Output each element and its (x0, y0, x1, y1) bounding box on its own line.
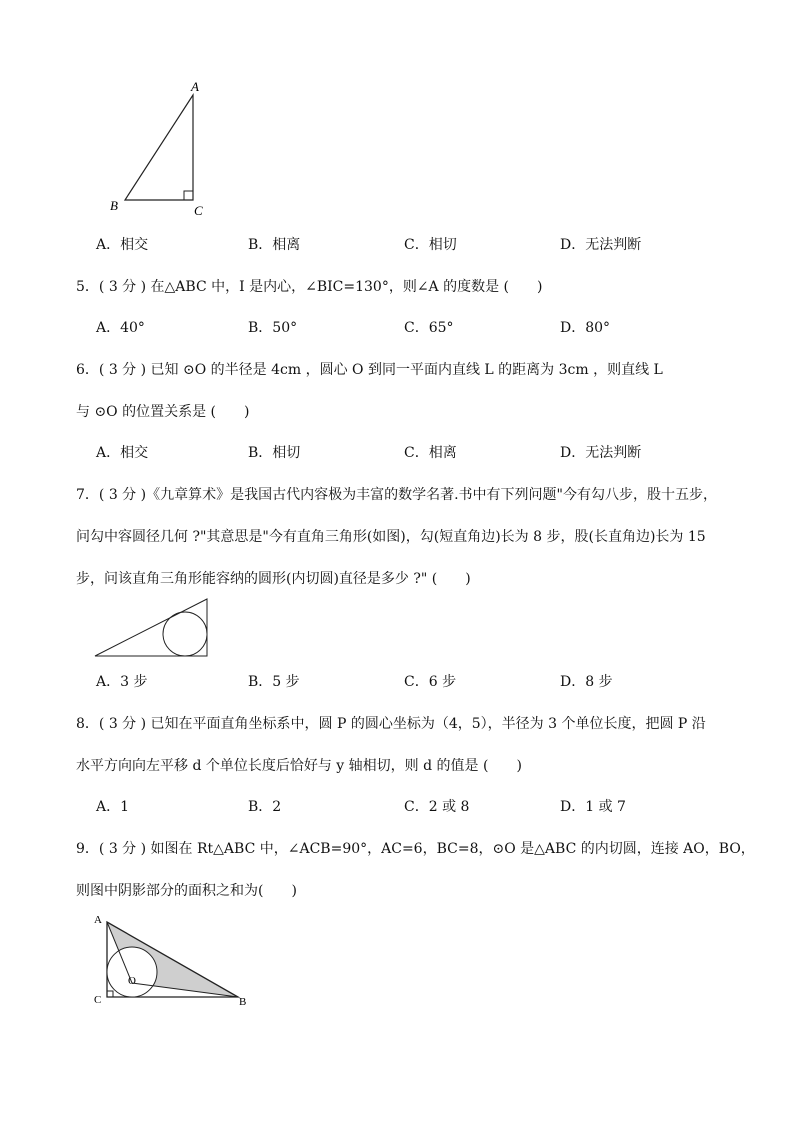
q5-option-b[interactable]: B．50° (248, 320, 298, 336)
q9-label-o: O (128, 975, 136, 987)
q7-stem-line-1: 7．( 3 分 )《九章算术》是我国古代内容极为丰富的数学名著.书中有下列问题"今有勾八步，股十五步， (76, 487, 717, 503)
q4-option-d[interactable]: D．无法判断 (560, 237, 642, 253)
q9-shaded-triangle-figure (90, 910, 255, 1010)
q8-option-b[interactable]: B．2 (248, 799, 282, 815)
q4-triangle-figure (100, 76, 220, 221)
q4-label-b: B (110, 198, 118, 213)
q9-label-c: C (94, 994, 102, 1006)
q8-option-a[interactable]: A．1 (96, 799, 130, 815)
q5-option-a[interactable]: A．40° (96, 320, 145, 336)
q4-option-b[interactable]: B．相离 (248, 237, 301, 253)
q6-option-d[interactable]: D．无法判断 (560, 445, 642, 461)
q8-stem-line-2: 水平方向向左平移 d 个单位长度后恰好与 y 轴相切，则 d 的值是 ( ) (76, 758, 522, 774)
q6-option-b[interactable]: B．相切 (248, 445, 301, 461)
q8-option-c[interactable]: C．2 或 8 (404, 799, 470, 815)
q9-stem-line-1: 9．( 3 分 ) 如图在 Rt△ABC 中，∠ACB=90°，AC=6，BC=8，⊙O 是△ABC 的内切圆，连接 AO，BO， (76, 841, 755, 857)
q5-option-d[interactable]: D．80° (560, 320, 611, 336)
q9-label-a: A (94, 914, 102, 926)
q4-option-c[interactable]: C．相切 (404, 237, 457, 253)
q5-stem: 5．( 3 分 ) 在△ABC 中，I 是内心，∠BIC=130°，则∠A 的度数是 ( ) (76, 279, 543, 295)
q7-stem-line-3: 步，问该直角三角形能容纳的圆形(内切圆)直径是多少 ?" ( ) (76, 571, 471, 587)
q7-incircle-figure (92, 596, 212, 660)
q6-option-a[interactable]: A．相交 (96, 445, 149, 461)
q7-stem-line-2: 问勾中容圆径几何 ?"其意思是"今有直角三角形(如图)，勾(短直角边)长为 8 步，股(长直角边)长为 15 (76, 529, 706, 545)
q7-option-a[interactable]: A．3 步 (96, 674, 148, 690)
q7-option-b[interactable]: B．5 步 (248, 674, 300, 690)
q6-stem-line-1: 6．( 3 分 ) 已知 ⊙O 的半径是 4cm ，圆心 O 到同一平面内直线 L 的距离为 3cm ，则直线 L (76, 362, 663, 378)
q7-option-c[interactable]: C．6 步 (404, 674, 457, 690)
q6-stem-line-2: 与 ⊙O 的位置关系是 ( ) (76, 404, 250, 420)
q9-label-b: B (239, 996, 247, 1008)
q8-option-d[interactable]: D．1 或 7 (560, 799, 626, 815)
q9-stem-line-2: 则图中阴影部分的面积之和为( ) (76, 883, 297, 899)
q4-label-a: A (191, 79, 199, 94)
q6-option-c[interactable]: C．相离 (404, 445, 457, 461)
q7-option-d[interactable]: D．8 步 (560, 674, 613, 690)
q8-stem-line-1: 8．( 3 分 ) 已知在平面直角坐标系中，圆 P 的圆心坐标为（4，5），半径为 3 个单位长度，把圆 P 沿 (76, 716, 706, 732)
q4-option-a[interactable]: A．相交 (96, 237, 149, 253)
q4-label-c: C (194, 203, 203, 218)
q5-option-c[interactable]: C．65° (404, 320, 454, 336)
